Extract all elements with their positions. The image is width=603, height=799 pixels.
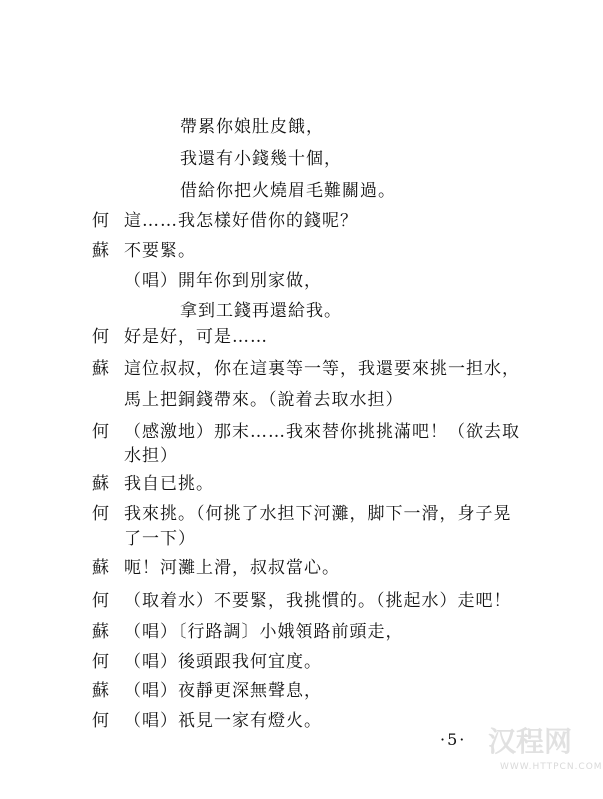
watermark-url: WWW.HTTPCN.COM	[500, 762, 603, 772]
speaker: 蘇	[92, 474, 109, 494]
speaker: 何	[92, 422, 109, 442]
continuation-line: 馬上把銅錢帶來。（說着去取水担）	[124, 390, 404, 410]
speaker: 何	[92, 652, 109, 672]
speaker: 蘇	[92, 558, 109, 578]
watermark-logo	[470, 712, 603, 782]
continuation-line: 水担）	[124, 446, 178, 466]
continuation-line: 了一下）	[124, 529, 196, 549]
dialogue-text: （感激地）那末……我來替你挑挑滿吧！（欲去取	[124, 422, 520, 442]
dialogue-text: 呃！河灘上滑，叔叔當心。	[124, 558, 340, 578]
speaker: 何	[92, 211, 109, 231]
dialogue-text: （唱）祇見一家有燈火。	[124, 711, 322, 731]
dialogue-text: 這……我怎樣好借你的錢呢？	[124, 211, 358, 231]
speaker: 何	[92, 327, 109, 347]
dialogue-text: 不要緊。	[124, 241, 196, 261]
dialogue-text: （唱）夜靜更深無聲息，	[124, 681, 322, 701]
verse-line: 我還有小錢幾十個，	[180, 149, 342, 169]
page-number: ·5·	[440, 730, 467, 749]
dialogue-text: 我來挑。（何挑了水担下河灘，脚下一滑，身子晃	[124, 504, 512, 524]
song-line: 拿到工錢再還給我。	[180, 301, 342, 321]
speaker: 蘇	[92, 622, 109, 642]
dialogue-text: （唱）後頭跟我何宜度。	[124, 652, 322, 672]
dialogue-text: （取着水）不要緊，我挑慣的。（挑起水）走吧！	[124, 591, 512, 611]
dialogue-text: （唱）〔行路調〕小娥領路前頭走，	[124, 622, 404, 642]
verse-line: 帶累你娘肚皮餓，	[180, 117, 324, 137]
speaker: 何	[92, 504, 109, 524]
speaker: 蘇	[92, 681, 109, 701]
watermark-text: 汉程网	[488, 725, 573, 758]
song-line: （唱）開年你到別家做，	[124, 271, 322, 291]
dialogue-text: 我自已挑。	[124, 474, 214, 494]
speaker: 何	[92, 711, 109, 731]
dialogue-text: 這位叔叔，你在這裏等一等，我還要來挑一担水，	[124, 359, 520, 379]
verse-line: 借給你把火燒眉毛難關過。	[180, 181, 396, 201]
speaker: 蘇	[92, 241, 109, 261]
speaker: 蘇	[92, 359, 109, 379]
speaker: 何	[92, 591, 109, 611]
dialogue-text: 好是好，可是……	[124, 327, 268, 347]
